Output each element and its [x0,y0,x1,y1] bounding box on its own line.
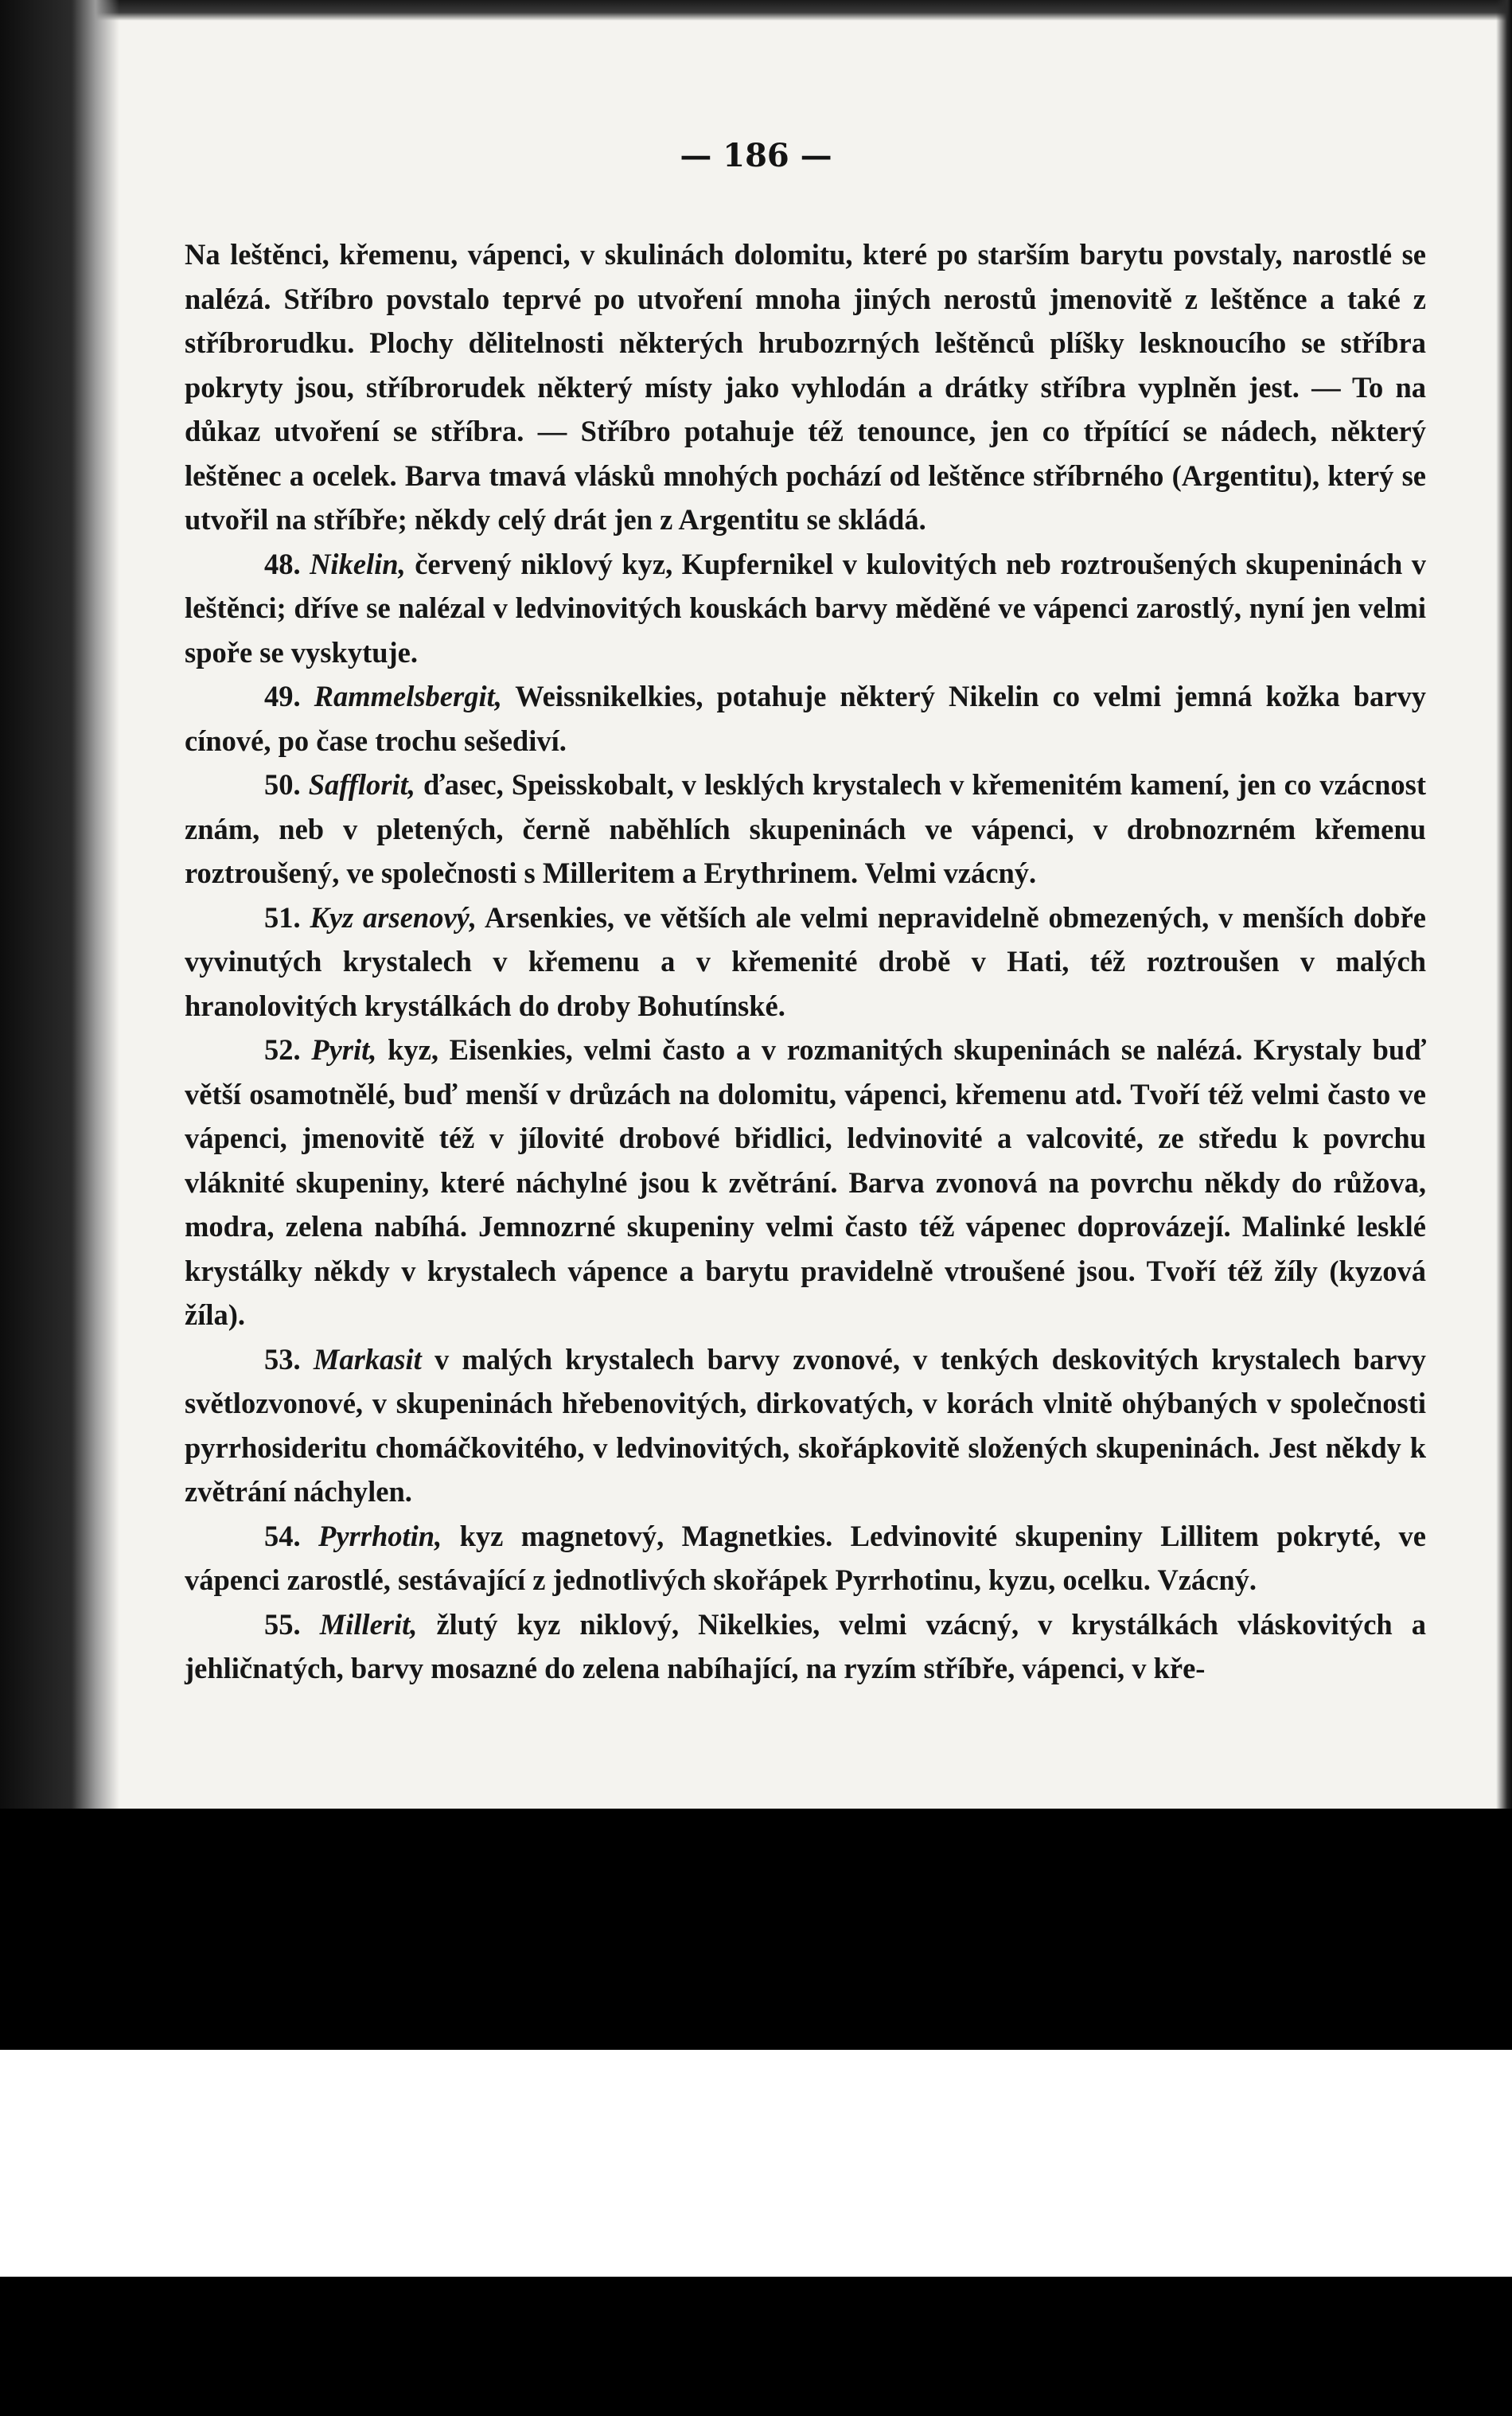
mineral-name: Safflorit, [308,768,415,801]
entry-text: žlutý kyz niklový, Nikelkies, velmi vzácný, v krystálkách vláskovitých a jehličnatých, barvy mosazné do zelena nabíhající, na ryzím stříbře, vápenci, v kře- [185,1607,1427,1684]
entry-number: 51. [264,900,301,934]
mineral-name: Markasit [313,1342,422,1376]
page-body [185,232,1426,1691]
white-band [0,2050,1512,2277]
entry-text: Weissnikelkies, potahuje některý Nikelin co velmi jemná kožka barvy cínové, po čase trochu sešediví. [185,680,1427,757]
mineral-name: Kyz arsenový, [310,900,477,934]
entry-50 [185,763,1426,896]
scan-edge-left [0,0,119,1809]
mineral-name: Rammelsbergit, [314,680,502,712]
entry-text: Arsenkies, ve větších ale velmi nepravidelně obmezených, v menších dobře vyvinutých krystalech v křemenu a v křemenité drobě v Hati, též roztroušen v malých hranolovitých krystálkách do droby Bohutínské. [185,900,1426,1022]
entry-number: 52. [264,1033,301,1066]
entry-number: 54. [264,1519,301,1552]
entry-48 [185,542,1426,675]
entry-text: kyz magnetový, Magnetkies. Ledvinovité skupeniny Lillitem pokryté, ve vápenci zarostlé, sestávající z jednotlivých skořápek Pyrrhotinu, kyzu, ocelku. Vzácný. [185,1519,1427,1596]
entry-51 [185,896,1426,1028]
entry-53 [185,1337,1426,1514]
entry-52 [185,1028,1426,1337]
entry-text: červený niklový kyz, Kupfernikel v kulovitých neb roztroušených skupeninách v leštěnci; dříve se nalézal v ledvinovitých kouskách barvy měděné ve vápenci zarostlý, nyní jen velmi spoře se vyskytuje. [185,547,1426,669]
mineral-name: Pyrrhotin, [318,1519,442,1552]
black-band-lower [0,2277,1512,2416]
mineral-name: Millerit, [319,1607,418,1641]
mineral-name: Nikelin, [310,547,406,580]
entry-54 [185,1514,1426,1602]
intro-paragraph: Na leštěnci, křemenu, vápenci, v skulinách dolomitu, které po starším barytu povstaly, narostlé se nalézá. Stříbro povstalo teprvé po utvoření mnoha jiných nerostů jmenovitě z leštěnce a také z stříbrorudku. Plochy dělitelnosti některých hrubozrných leštěnců plíšky lesknoucího se stříbra pokryty jsou, stříbrorudek některý místy jako vyhlodán a drátky stříbra vyplněn jest. — To na důkaz utvoření se stříbra. — Stříbro potahuje též tenounce, jen co třpítící se nádech, některý leštěnec a ocelek. Barva tmavá vlásků mnohých pochází od leštěnce stříbrného (Argentitu), který se utvořil na stříbře; někdy celý drát jen z Argentitu se skládá. [185,238,1426,536]
scan-edge-right [1496,0,1512,1809]
page-number: — 186 — [680,137,832,174]
entry-number: 53. [264,1342,301,1376]
entry-text: v malých krystalech barvy zvonové, v tenkých deskovitých krystalech barvy světlozvonové, v skupeninách hřebenovitých, dirkovatých, v korách vlnitě ohýbaných v společnosti pyrrhosideritu chomáčkovitého, v ledvinovitých, skořápkovitě složených skupeninách. Jest někdy k zvětrání náchylen. [185,1342,1427,1508]
entry-text: ďasec, Speisskobalt, v lesklých krystalech v křemenitém kamení, jen co vzácnost znám, neb v pletených, černě naběhlích skupeninách ve vápenci, v drobnozrném křemenu roztroušený, ve společnosti s Milleritem a Erythrinem. Velmi vzácný. [185,768,1427,889]
entry-number: 55. [264,1607,301,1641]
entry-text: kyz, Eisenkies, velmi často a v rozmanitých skupeninách se nalézá. Krystaly buď větší osamotnělé, buď menší v drůzách na dolomitu, vápenci, křemenu atd. Tvoří též velmi často ve vápenci, jmenovitě též v jílovité drobové břidlici, ledvinovité a valcovité, ze středu k povrchu vláknité skupeniny, které náchylné jsou k zvětrání. Barva zvonová na povrchu někdy do růžova, modra, zelena nabíhá. Jemnozrné skupeniny velmi často též vápenec doprovázejí. Malinké lesklé krystálky někdy v krystalech vápence a barytu pravidelně vtroušené jsou. Tvoří též žíly (kyzová žíla). [185,1033,1426,1331]
entry-49 [185,674,1426,763]
entry-number: 50. [264,768,301,801]
scan-edge-top [0,0,1512,21]
mineral-name: Pyrit, [311,1033,377,1066]
black-band [0,1809,1512,2050]
entry-number: 49. [264,680,301,712]
entry-55 [185,1602,1426,1691]
entry-number: 48. [264,547,301,580]
